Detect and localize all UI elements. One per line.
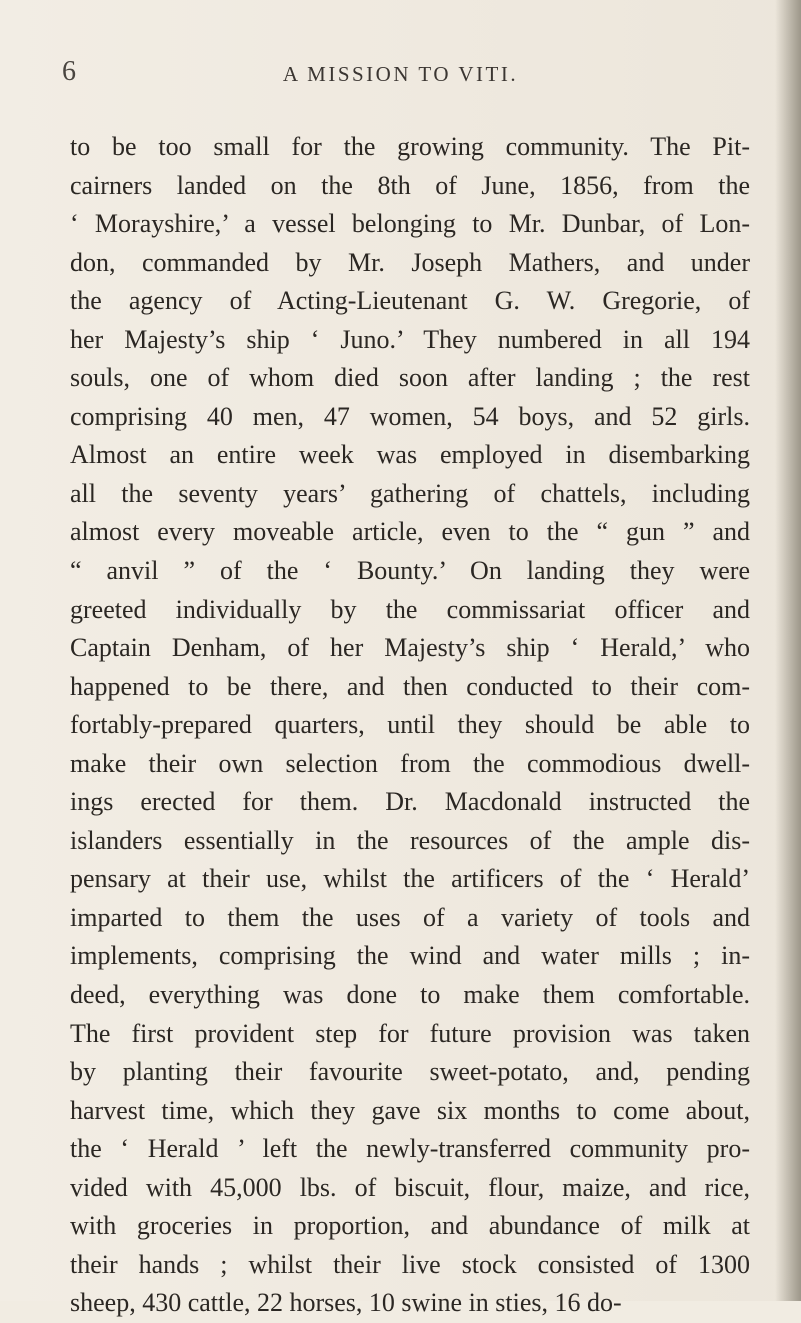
text-line: her Majesty’s ship ‘ Juno.’ They numbered in all 194 [70, 324, 750, 354]
text-line: “ anvil ” of the ‘ Bounty.’ On landing they were [70, 556, 750, 586]
text-line: the ‘ Herald ’ left the newly-transferred community pro- [70, 1134, 750, 1164]
text-line: to be too small for the growing community. The Pit- [70, 132, 750, 161]
page-number: 6 [62, 56, 76, 87]
text-line: harvest time, which they gave six months to come about, [70, 1095, 750, 1125]
body-text [70, 128, 750, 1323]
text-line: souls, one of whom died soon after landing ; the rest [70, 363, 750, 393]
text-line: comprising 40 men, 47 women, 54 boys, and 52 girls. [70, 401, 750, 431]
text-line: greeted individually by the commissariat officer and [70, 594, 750, 624]
text-line: sheep, 430 cattle, 22 horses, 10 swine in sties, 16 do- [70, 1288, 622, 1318]
text-line: the agency of Acting-Lieutenant G. W. Gregorie, of [70, 286, 750, 316]
running-head: A MISSION TO VITI. [282, 62, 519, 86]
text-line: with groceries in proportion, and abundance of milk at [70, 1211, 750, 1241]
text-line: their hands ; whilst their live stock consisted of 1300 [70, 1249, 750, 1279]
text-line: deed, everything was done to make them comfortable. [70, 980, 750, 1010]
text-line: islanders essentially in the resources of the ample dis- [70, 825, 750, 855]
text-line: make their own selection from the commodious dwell- [70, 748, 750, 778]
text-line: cairners landed on the 8th of June, 1856, from the [70, 170, 750, 200]
text-line: ‘ Morayshire,’ a vessel belonging to Mr. Dunbar, of Lon- [70, 209, 750, 239]
text-line: ings erected for them. Dr. Macdonald instructed the [70, 787, 750, 817]
text-line: Captain Denham, of her Majesty’s ship ‘ Herald,’ who [70, 633, 750, 663]
text-line: pensary at their use, whilst the artificers of the ‘ Herald’ [70, 864, 750, 894]
text-line: happened to be there, and then conducted to their com- [70, 671, 750, 701]
text-line: all the seventy years’ gathering of chattels, including [70, 478, 750, 508]
text-line: by planting their favourite sweet-potato, and, pending [70, 1057, 750, 1087]
text-line: Almost an entire week was employed in disembarking [70, 440, 750, 470]
text-line: vided with 45,000 lbs. of biscuit, flour, maize, and rice, [70, 1172, 750, 1202]
text-line: The first provident step for future provision was taken [70, 1018, 750, 1048]
text-line: don, commanded by Mr. Joseph Mathers, and under [70, 247, 750, 277]
text-line: fortably-prepared quarters, until they should be able to [70, 710, 750, 740]
text-line: almost every moveable article, even to the “ gun ” and [70, 517, 750, 547]
text-line: imparted to them the uses of a variety of tools and [70, 902, 750, 932]
page-edge-shadow [775, 0, 801, 1301]
text-line: implements, comprising the wind and water mills ; in- [70, 941, 750, 971]
